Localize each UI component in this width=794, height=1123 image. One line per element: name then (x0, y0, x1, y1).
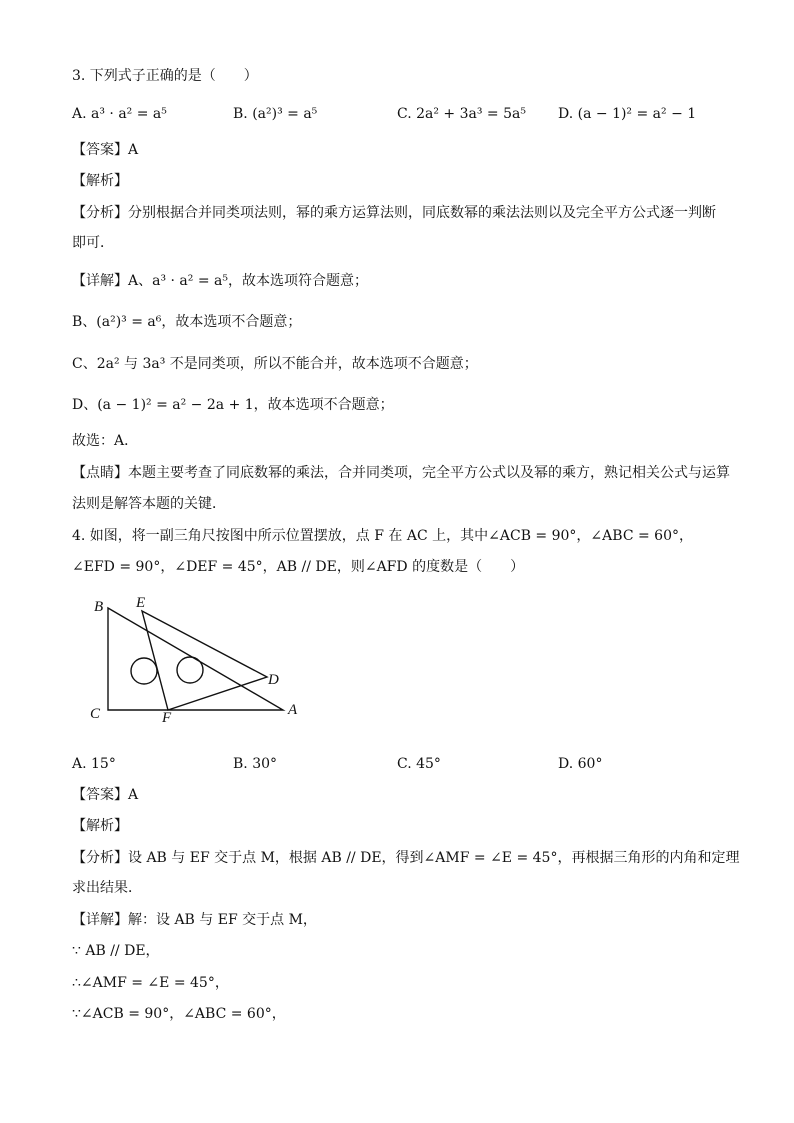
q4-detail-line3: ∴∠AMF = ∠E = 45°， (72, 975, 229, 991)
q4-answer: 【答案】A (72, 787, 139, 803)
q4-triangle-figure (80, 590, 320, 735)
q3-option-d: D. (a − 1)² = a² − 1 (558, 106, 697, 122)
q4-stem-line1: 4. 如图，将一副三角尺按图中所示位置摆放，点 F 在 AC 上，其中∠ACB = 90°，∠ABC = 60°， (72, 528, 693, 544)
q3-option-a: A. a³ · a² = a⁵ (72, 106, 167, 122)
q4-option-d: D. 60° (558, 756, 603, 772)
triangle-abc (108, 608, 283, 710)
q3-dianjing-line1: 【点睛】本题主要考查了同底数幂的乘法，合并同类项，完全平方公式以及幂的乘方，熟记相关公式与运算 (72, 465, 730, 481)
q4-option-c: C. 45° (397, 756, 441, 772)
label-b: B (94, 599, 104, 615)
q4-detail-line2: ∵ AB // DE， (72, 943, 160, 959)
q3-option-c: C. 2a² + 3a³ = 5a⁵ (397, 106, 526, 122)
q3-detail-d: D、(a − 1)² = a² − 2a + 1，故本选项不合题意； (72, 397, 394, 413)
q3-stem: 3. 下列式子正确的是（ ） (72, 68, 258, 84)
q4-analysis-head: 【解析】 (72, 818, 128, 834)
label-a: A (288, 702, 298, 718)
q3-dianjing-line2: 法则是解答本题的关键． (72, 496, 226, 512)
q4-option-a: A. 15° (72, 756, 116, 772)
triangle-efd (142, 611, 267, 710)
q3-detail-c: C、2a² 与 3a³ 不是同类项，所以不能合并，故本选项不合题意； (72, 356, 478, 372)
label-d: D (268, 672, 279, 688)
q3-answer: 【答案】A (72, 142, 139, 158)
ruler-hole-right (177, 657, 203, 683)
q3-fenxi-line1: 【分析】分别根据合并同类项法则，幂的乘方运算法则，同底数幂的乘法法则以及完全平方公式逐一判断 (72, 205, 716, 221)
label-f: F (162, 710, 172, 726)
q3-detail-b: B、(a²)³ = a⁶，故本选项不合题意； (72, 314, 302, 330)
q3-detail-a: 【详解】A、a³ · a² = a⁵，故本选项符合题意； (72, 273, 368, 289)
ruler-hole-left (131, 658, 157, 684)
q4-detail-line1: 【详解】解：设 AB 与 EF 交于点 M， (72, 912, 317, 928)
q3-choice: 故选：A． (72, 433, 139, 449)
q4-detail-line4: ∵∠ACB = 90°，∠ABC = 60°， (72, 1006, 286, 1022)
q3-analysis-head: 【解析】 (72, 173, 128, 189)
q4-fenxi-line2: 求出结果． (72, 880, 142, 896)
q4-option-b: B. 30° (233, 756, 278, 772)
q4-stem-line2: ∠EFD = 90°，∠DEF = 45°，AB // DE，则∠AFD 的度数是（ ） (72, 559, 525, 575)
q4-fenxi-line1: 【分析】设 AB 与 EF 交于点 M，根据 AB // DE，得到∠AMF = ∠E = 45°，再根据三角形的内角和定理 (72, 850, 740, 866)
q3-fenxi-line2: 即可． (72, 235, 114, 251)
q3-option-b: B. (a²)³ = a⁵ (233, 106, 318, 122)
label-e: E (136, 595, 146, 611)
label-c: C (90, 706, 101, 722)
